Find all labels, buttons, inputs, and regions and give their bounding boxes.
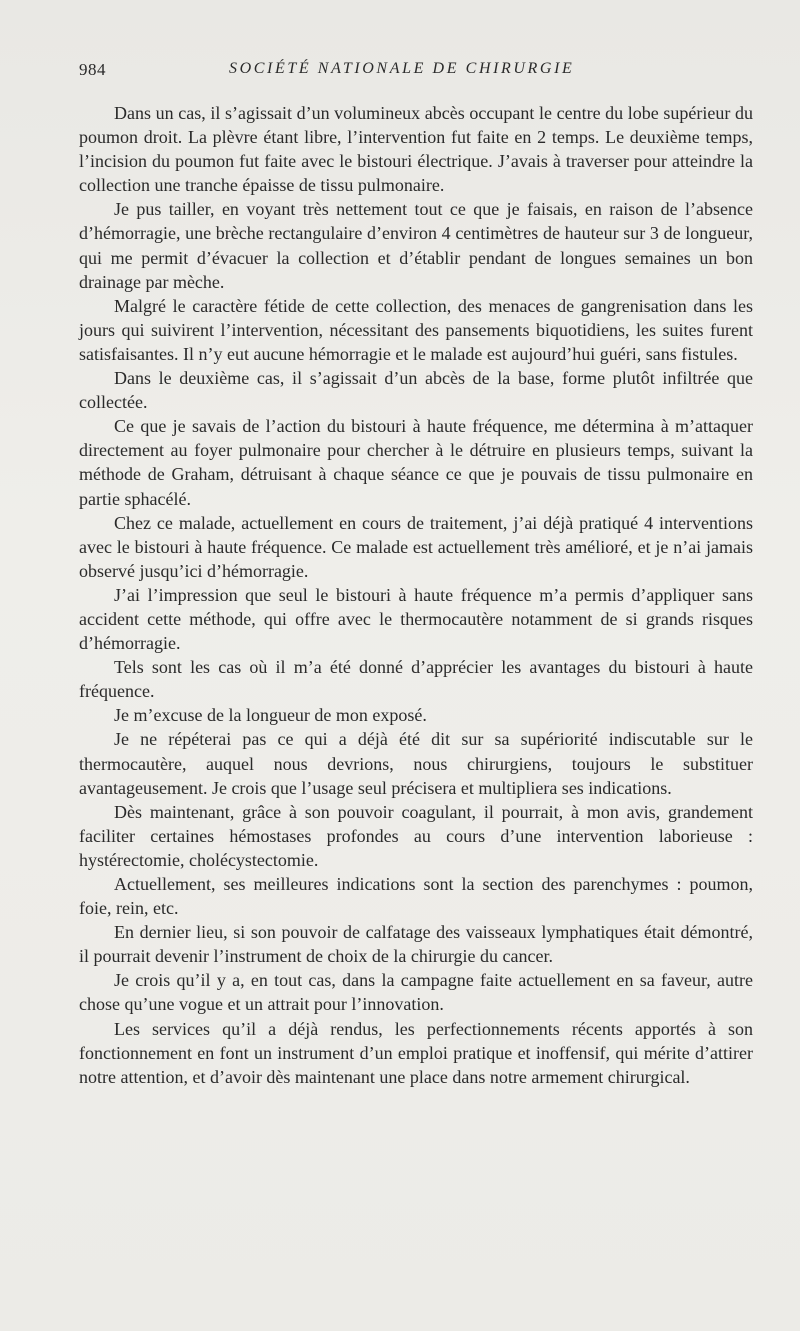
paragraph: Les services qu’il a déjà rendus, les perfectionnements récents apportés à son fonctionnement en font un instrument d’un emploi pratique et inoffensif, qui mérite d’attirer notre attention, et d’avoir dès maintenant une place dans notre armement chirurgical. [79, 1018, 753, 1087]
paragraph: Dans un cas, il s’agissait d’un volumineux abcès occupant le centre du lobe supérieur du poumon droit. La plèvre étant libre, l’intervention fut faite en 2 temps. Le deuxième temps, l’incision du poumon fut faite avec le bistouri électrique. J’avais à traverser pour atteindre la collection une tranche épaisse de tissu pulmonaire. [79, 103, 753, 196]
running-title: SOCIÉTÉ NATIONALE DE CHIRURGIE [229, 60, 575, 77]
paragraph: Chez ce malade, actuellement en cours de traitement, j’ai déjà pratiqué 4 interventions avec le bistouri à haute fréquence. Ce malade est actuellement très amélioré, et je n’ai jamais observé jusqu’ici d’hémorragie. [79, 512, 753, 581]
paragraph: Malgré le caractère fétide de cette collection, des menaces de gangrenisation dans les jours qui suivirent l’intervention, nécessitant des pansements biquotidiens, les suites furent satisfaisantes. Il n’y eut aucune hémorragie et le malade est aujourd’hui guéri, sans fistules. [79, 295, 753, 364]
paragraph: Dans le deuxième cas, il s’agissait d’un abcès de la base, forme plutôt infiltrée que collectée. [79, 368, 753, 413]
paragraph: Ce que je savais de l’action du bistouri à haute fréquence, me détermina à m’attaquer directement au foyer pulmonaire pour chercher à le détruire en plusieurs temps, suivant la méthode de Graham, détruisant à chaque séance ce que je pouvais de tissu pulmonaire en partie sphacélé. [79, 416, 753, 509]
body-text [79, 101, 753, 1089]
paragraph: Je pus tailler, en voyant très nettement tout ce que je faisais, en raison de l’absence d’hémorragie, une brèche rectangulaire d’environ 4 centimètres de hauteur sur 3 de longueur, qui me permit d’évacuer la collection et d’établir pendant de longues semaines un bon drainage par mèche. [79, 199, 753, 292]
paragraph: J’ai l’impression que seul le bistouri à haute fréquence m’a permis d’appliquer sans accident cette méthode, qui offre avec le thermocautère notamment de si grands risques d’hémorragie. [79, 584, 753, 654]
paragraph: Je m’excuse de la longueur de mon exposé. [114, 705, 427, 726]
paragraph: Je crois qu’il y a, en tout cas, dans la campagne faite actuellement en sa faveur, autre chose qu’une vogue et un attrait pour l’innovation. [79, 970, 753, 1015]
page-header [79, 60, 753, 84]
paragraph: Tels sont les cas où il m’a été donné d’apprécier les avantages du bistouri à haute fréquence. [79, 657, 753, 702]
paragraph: Dès maintenant, grâce à son pouvoir coagulant, il pourrait, à mon avis, grandement faciliter certaines hémostases profondes au cours d’une intervention laborieuse : hystérectomie, cholécystectomie. [79, 801, 753, 870]
paragraph: En dernier lieu, si son pouvoir de calfatage des vaisseaux lymphatiques était démontré, il pourrait devenir l’instrument de choix de la chirurgie du cancer. [79, 922, 753, 967]
page-number: 984 [79, 60, 106, 79]
paragraph: Je ne répéterai pas ce qui a déjà été dit sur sa supériorité indiscutable sur le thermocautère, auquel nous devrions, nous chirurgiens, toujours le substituer avantageusement. Je crois que l’usage seul précisera et multipliera ses indications. [79, 729, 753, 798]
paragraph: Actuellement, ses meilleures indications sont la section des parenchymes : poumon, foie, rein, etc. [79, 874, 753, 919]
